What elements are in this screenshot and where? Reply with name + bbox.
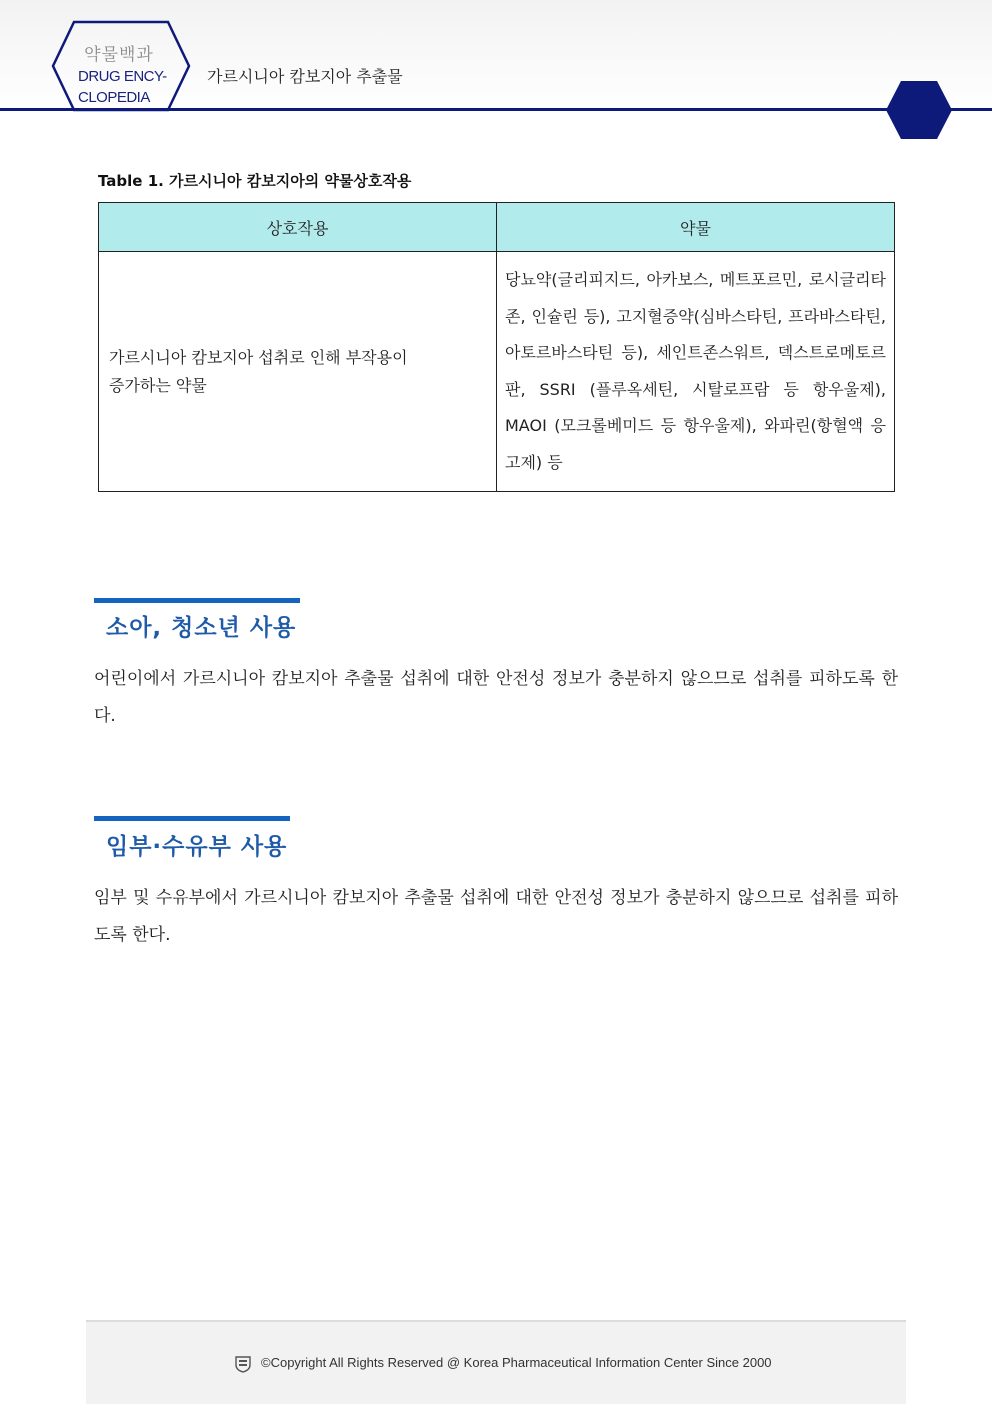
footer-copyright: ©Copyright All Rights Reserved @ Korea Pharmaceutical Information Center Since 2000 bbox=[261, 1355, 772, 1370]
header-hexagon-icon bbox=[884, 80, 954, 140]
kpic-emblem-icon bbox=[235, 1355, 251, 1373]
logo-english-text bbox=[78, 66, 168, 108]
interaction-table bbox=[98, 202, 895, 492]
section-title-pediatric: 소아, 청소년 사용 bbox=[106, 615, 297, 641]
interaction-text-line2: 증가하는 약물 bbox=[109, 375, 207, 395]
table-header-interaction: 상호작용 bbox=[99, 203, 497, 252]
section-body-pregnancy: 임부 및 수유부에서 가르시니아 캄보지아 추출물 섭취에 대한 안전성 정보가 충분하지 않으므로 섭취를 피하도록 한다. bbox=[94, 888, 898, 945]
footer bbox=[86, 1320, 906, 1404]
table-cell-interaction bbox=[99, 252, 497, 492]
table-cell-drugs: 당뇨약(글리피지드, 아카보스, 메트포르민, 로시글리타존, 인슐린 등), 고지혈증약(심바스타틴, 프라바스타틴, 아토르바스타틴 등), 세인트존스워트, 덱스트로메토르판, SSRI (플루옥세틴, 시탈로프람 등 항우울제), MAOI (모크롤베미드 등 항우울제), 와파린(항혈액 응고제) 등 bbox=[497, 252, 895, 492]
page-title: 가르시니아 캄보지아 추출물 bbox=[207, 67, 403, 86]
table-header-row bbox=[99, 203, 895, 252]
interaction-text-line1: 가르시니아 캄보지아 섭취로 인해 부작용이 bbox=[109, 347, 408, 367]
logo-english-line1: DRUG ENCY- bbox=[78, 68, 167, 85]
logo-korean-text: 약물백과 bbox=[84, 45, 154, 65]
logo-english-line2: CLOPEDIA bbox=[78, 89, 150, 106]
table-header-drug: 약물 bbox=[497, 203, 895, 252]
table-caption: Table 1. 가르시니아 캄보지아의 약물상호작용 bbox=[98, 172, 412, 190]
table-row bbox=[99, 252, 895, 492]
section-bar-pediatric bbox=[94, 598, 300, 603]
section-bar-pregnancy bbox=[94, 816, 290, 821]
section-title-pregnancy: 임부·수유부 사용 bbox=[106, 834, 288, 860]
section-body-pediatric: 어린이에서 가르시니아 캄보지아 추출물 섭취에 대한 안전성 정보가 충분하지 않으므로 섭취를 피하도록 한다. bbox=[94, 669, 898, 726]
